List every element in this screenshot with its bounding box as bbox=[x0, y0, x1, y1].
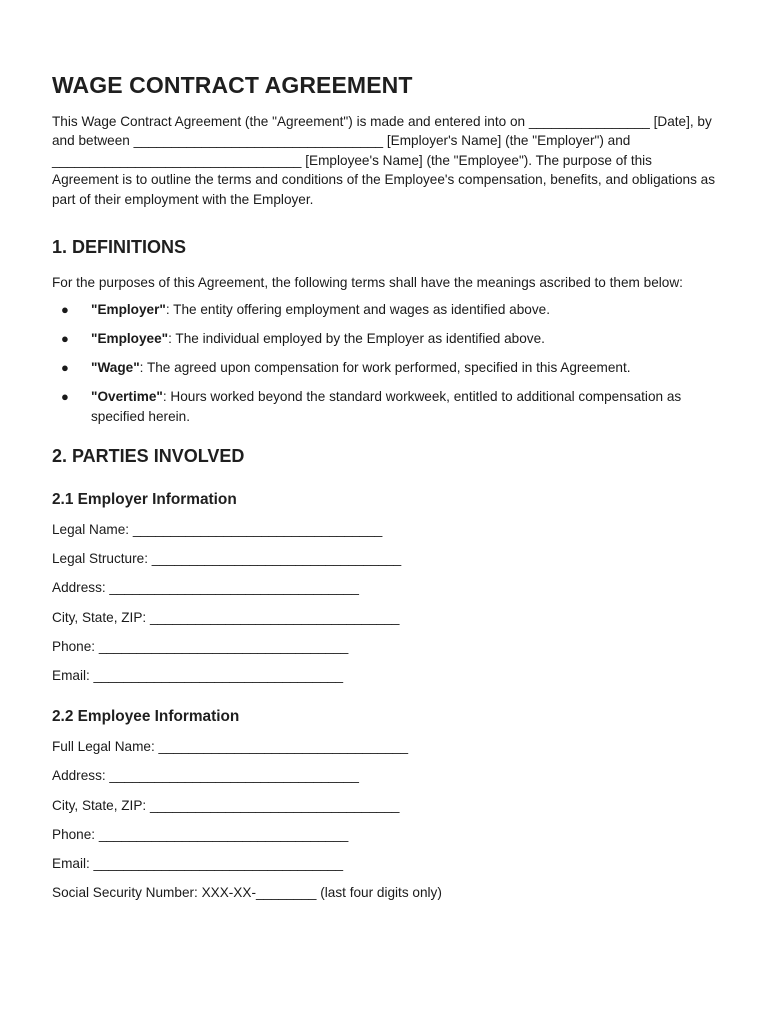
bullet-icon: ● bbox=[61, 302, 69, 318]
bullet-icon: ● bbox=[61, 360, 69, 376]
employer-city-state-zip-field: City, State, ZIP: _________________________________ bbox=[52, 609, 400, 625]
bullet-icon: ● bbox=[61, 389, 69, 405]
employee-phone-field: Phone: _________________________________ bbox=[52, 826, 349, 842]
employee-full-legal-name-field: Full Legal Name: _________________________________ bbox=[52, 739, 409, 755]
document-title: WAGE CONTRACT AGREEMENT bbox=[52, 72, 413, 98]
definition-item bbox=[52, 300, 720, 319]
definition-item bbox=[52, 329, 720, 348]
definition-text: : The agreed upon compensation for work performed, specified in this Agreement. bbox=[139, 360, 631, 376]
employee-city-state-zip-field: City, State, ZIP: _________________________________ bbox=[52, 797, 400, 813]
definition-text: : The entity offering employment and wages as identified above. bbox=[165, 302, 550, 318]
definition-item bbox=[52, 387, 720, 426]
definition-item bbox=[52, 358, 720, 377]
document-content bbox=[52, 70, 720, 903]
employee-email-field: Email: _________________________________ bbox=[52, 856, 344, 872]
employer-phone-field: Phone: _________________________________ bbox=[52, 638, 349, 654]
intro-paragraph: This Wage Contract Agreement (the "Agreement") is made and entered into on ________________ [Date], by and between _________________________________ [Employer's Name] (the "Employer") and _________________________________ [Employee's Name] (the "Employee"). The purpose of this Agreement is to outline the terms and conditions of the Employee's compensation, benefits, and obligations as part of their employment with the Employer. bbox=[52, 114, 716, 207]
employee-ssn-field: Social Security Number: XXX-XX-________ (last four digits only) bbox=[52, 885, 442, 901]
subsection-heading-employer: 2.1 Employer Information bbox=[52, 491, 237, 509]
definition-term: "Overtime" bbox=[91, 389, 163, 405]
definitions-list bbox=[52, 300, 720, 426]
definition-term: "Wage" bbox=[91, 360, 140, 376]
bullet-icon: ● bbox=[61, 331, 69, 347]
section-heading-definitions: 1. DEFINITIONS bbox=[52, 237, 187, 258]
employer-address-field: Address: _________________________________ bbox=[52, 580, 359, 596]
definition-text: : Hours worked beyond the standard workweek, entitled to additional compensation as specified herein. bbox=[91, 389, 682, 424]
employer-email-field: Email: _________________________________ bbox=[52, 668, 344, 684]
definition-text: : The individual employed by the Employer as identified above. bbox=[168, 331, 545, 347]
employer-legal-structure-field: Legal Structure: _________________________________ bbox=[52, 551, 402, 567]
employee-fields bbox=[52, 737, 720, 902]
employer-legal-name-field: Legal Name: _________________________________ bbox=[52, 522, 383, 538]
employer-fields bbox=[52, 520, 720, 685]
definition-term: "Employee" bbox=[91, 331, 169, 347]
definitions-lead: For the purposes of this Agreement, the following terms shall have the meanings ascribed to them below: bbox=[52, 275, 683, 291]
definition-term: "Employer" bbox=[91, 302, 166, 318]
subsection-heading-employee: 2.2 Employee Information bbox=[52, 708, 240, 726]
employee-address-field: Address: _________________________________ bbox=[52, 768, 359, 784]
section-heading-parties: 2. PARTIES INVOLVED bbox=[52, 446, 245, 467]
